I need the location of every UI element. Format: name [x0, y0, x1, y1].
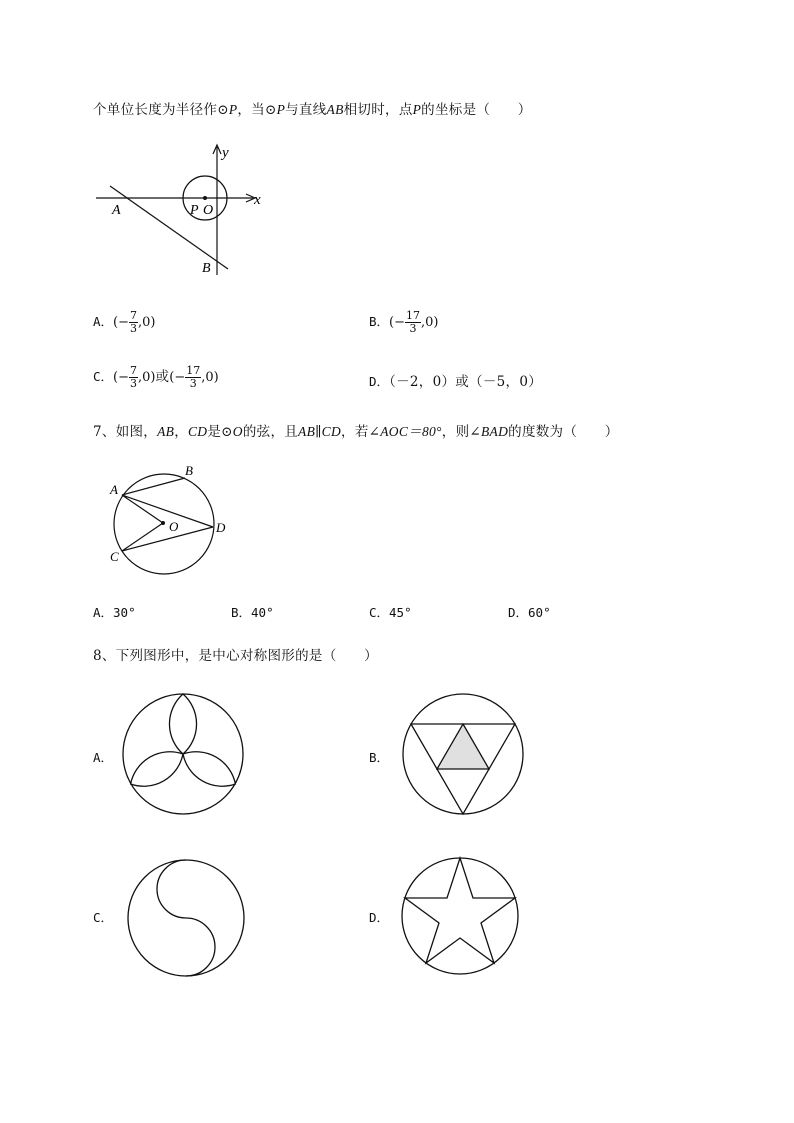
- q6-label-x: x: [254, 192, 261, 208]
- q8-option-d-label[interactable]: D．: [369, 910, 390, 925]
- q6-label-b: B: [202, 261, 211, 276]
- q8-b-shaded-triangle: [437, 724, 489, 769]
- q8-d-star: [405, 858, 515, 963]
- q7-radius-oa: [122, 495, 163, 523]
- q7-option-d[interactable]: D．60°: [508, 605, 551, 620]
- q6-option-c[interactable]: C．(− $\frac{7}{3}$ ,0)或(− $\frac{17}{3}$ ,0): [93, 364, 219, 390]
- q8-option-c-figure[interactable]: [124, 856, 248, 980]
- q8-option-b-figure[interactable]: [400, 691, 526, 817]
- q8-stem: 8、下列图形中，是中心对称图形的是（ ）: [93, 648, 378, 664]
- q7-label-c: C: [110, 549, 119, 564]
- q7-label-d: D: [216, 520, 226, 535]
- q6-option-b-fraction: $\frac{17}{3}$: [406, 309, 420, 335]
- q6-label-o: O: [203, 203, 214, 218]
- q7-label-a: A: [110, 482, 118, 497]
- q6-label-a: A: [112, 203, 121, 218]
- q8-a-trefoil-arcs: [131, 694, 236, 786]
- q7-stem: 7、如图，AB，CD是⊙O的弦，且AB∥CD，若∠AOC＝80°，则∠BAD的度数为（ ）: [93, 424, 619, 440]
- q6-stem-suffix: 的坐标是（ ）: [421, 102, 532, 118]
- q7-radius-oc: [122, 523, 163, 551]
- q6-option-c-fraction-2: $\frac{17}{3}$: [186, 364, 201, 390]
- q8-option-a-figure[interactable]: [120, 691, 246, 817]
- q7-label-o: O: [169, 519, 179, 534]
- q7-option-b[interactable]: B．40°: [231, 605, 274, 620]
- q7-circle-figure: [105, 460, 235, 580]
- q6-label-y: y: [222, 145, 229, 161]
- q6-coordinate-figure: [90, 140, 280, 280]
- q7-label-b: B: [185, 463, 193, 478]
- q8-option-b-label[interactable]: B．: [369, 750, 390, 765]
- q6-label-p: P: [190, 203, 199, 218]
- q7-chord-cd: [122, 527, 213, 551]
- q6-point-p: P: [276, 102, 286, 117]
- q8-c-s-curve: [157, 860, 215, 976]
- q8-option-a-label[interactable]: A．: [93, 750, 114, 765]
- q6-stem-mid2: 与直线: [285, 102, 327, 118]
- q6-option-b[interactable]: B．(− $\frac{17}{3}$ ,0): [369, 309, 439, 335]
- q6-option-c-fraction-1: $\frac{7}{3}$: [130, 364, 137, 390]
- q8-option-d-figure[interactable]: [398, 854, 522, 978]
- q7-chord-ad: [122, 495, 213, 527]
- q6-point-p-dot: [203, 196, 207, 200]
- q6-option-a-fraction: $\frac{7}{3}$: [130, 309, 137, 335]
- q6-option-d[interactable]: D．（－2，0）或（－5，0）: [369, 374, 543, 390]
- q6-stem: [93, 98, 532, 118]
- q7-option-a[interactable]: A．30°: [93, 605, 136, 620]
- q6-stem-mid3: 相切时，点: [343, 102, 413, 118]
- q6-stem-mid1: ，当⊙: [237, 102, 277, 118]
- q8-option-c-label[interactable]: C．: [93, 910, 114, 925]
- q8-d-outer-circle: [402, 858, 518, 974]
- q6-option-a[interactable]: A．(− $\frac{7}{3}$ ,0): [93, 309, 156, 335]
- q6-stem-prefix: 个单位长度为半径作⊙: [93, 102, 229, 118]
- q6-point-p: P: [412, 102, 422, 117]
- q6-line-ab: AB: [326, 102, 344, 117]
- q7-option-c[interactable]: C．45°: [369, 605, 412, 620]
- q7-center-dot: [161, 521, 165, 525]
- q6-point-p: P: [228, 102, 238, 117]
